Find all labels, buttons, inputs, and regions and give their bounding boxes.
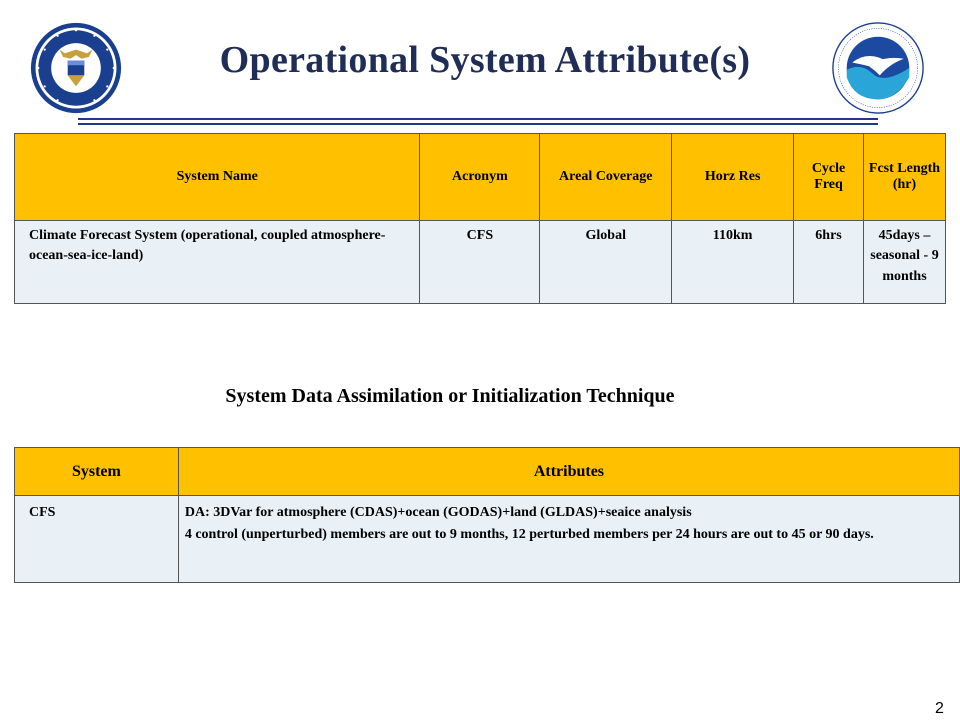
attributes-line-1: DA: 3DVar for atmosphere (CDAS)+ocean (GODAS)+land (GLDAS)+seaice analysis xyxy=(184,505,692,520)
cell-cycle-freq: 6hrs xyxy=(794,221,864,304)
header-system-name: System Name xyxy=(15,134,420,221)
department-of-commerce-seal-icon xyxy=(30,22,122,114)
cell-system: CFS xyxy=(15,496,179,583)
header-horz-res: Horz Res xyxy=(672,134,794,221)
header-system: System xyxy=(15,448,179,496)
table-header-row xyxy=(15,448,960,496)
cell-acronym: CFS xyxy=(420,221,540,304)
header-attributes: Attributes xyxy=(178,448,959,496)
table-header-row xyxy=(15,134,946,221)
title-divider xyxy=(78,118,878,120)
cell-areal-coverage: Global xyxy=(540,221,672,304)
section-heading: System Data Assimilation or Initialization Technique xyxy=(225,385,675,407)
cell-attributes xyxy=(178,496,959,583)
cell-horz-res: 110km xyxy=(672,221,794,304)
header-areal-coverage: Areal Coverage xyxy=(540,134,672,221)
header-cycle-freq: Cycle Freq xyxy=(794,134,864,221)
page-number: 2 xyxy=(935,700,944,717)
header-fcst-length: Fcst Length (hr) xyxy=(864,134,946,221)
table-row xyxy=(15,221,946,304)
header-acronym: Acronym xyxy=(420,134,540,221)
title-divider-lower xyxy=(78,123,878,125)
noaa-logo-icon xyxy=(832,22,924,114)
table-row xyxy=(15,496,960,583)
attributes-line-2: 4 control (unperturbed) members are out to 9 months, 12 perturbed members per 24 hours are out to 45 or 90 days. xyxy=(184,526,874,542)
assimilation-table xyxy=(14,447,960,583)
cell-fcst-length: 45days – seasonal - 9 months xyxy=(864,221,946,304)
cell-system-name: Climate Forecast System (operational, coupled atmosphere-ocean-sea-ice-land) xyxy=(15,221,420,304)
system-attributes-table xyxy=(14,133,946,304)
page-title: Operational System Attribute(s) xyxy=(219,39,751,81)
